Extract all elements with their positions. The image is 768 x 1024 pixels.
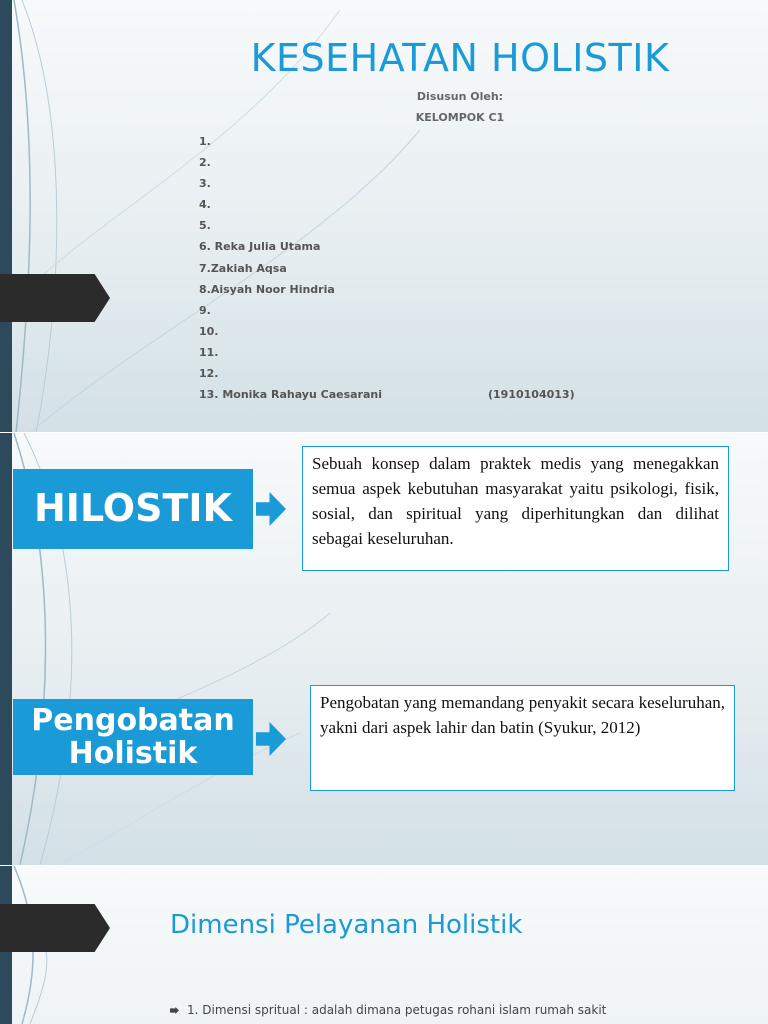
- prepared-by-label: Disusun Oleh:: [416, 90, 504, 103]
- member-item: 1.: [199, 135, 211, 148]
- member-item: 5.: [199, 219, 211, 233]
- member-item: 10.: [199, 324, 219, 338]
- member-item: 12.: [199, 367, 219, 381]
- member-item: 8.Aisyah Noor Hindria: [199, 282, 335, 296]
- member-item: 2.: [199, 156, 211, 170]
- slide-tab-marker: [0, 904, 110, 952]
- slide-definitions: [0, 433, 768, 865]
- slide-title-text: Dimensi Pelayanan Holistik: [170, 910, 523, 940]
- member-item: 13. Monika Rahayu Caesarani (1910104013): [199, 384, 382, 405]
- group-name: KELOMPOK C1: [415, 111, 505, 124]
- slide-dimensions: [0, 866, 768, 1024]
- definition-box-1: Sebuah konsep dalam praktek medis yang menegakkan semua aspek kebutuhan masyarakat yaitu psikologi, fisik, sosial, dan spiritual yang diperhitungkan dan dilihat sebagai keseluruhan.: [302, 446, 729, 571]
- slide-title: [0, 0, 768, 433]
- member-nim: (1910104013): [488, 388, 575, 402]
- term-line: Holistik: [68, 736, 198, 771]
- member-item: 11.: [199, 345, 219, 359]
- bullet-text: 1. Dimensi spritual : adalah dimana petugas rohani islam rumah sakit: [187, 1003, 607, 1017]
- term-line: Pengobatan: [31, 703, 235, 738]
- definition-box-2: Pengobatan yang memandang penyakit secara keseluruhan, yakni dari aspek lahir dan batin (Syukur, 2012): [310, 685, 735, 791]
- decorative-swoosh: [0, 866, 768, 1024]
- bullet-item: [170, 1003, 606, 1017]
- member-list: [199, 131, 575, 405]
- member-item: 6. Reka Julia Utama: [199, 240, 321, 254]
- term-pengobatan-holistik: [13, 699, 253, 775]
- bullet-arrow-icon: [170, 1007, 179, 1014]
- member-item: 3.: [199, 177, 211, 191]
- member-item: 9.: [199, 303, 211, 317]
- slide-tab-marker: [0, 274, 110, 322]
- member-item: 7.Zakiah Aqsa: [199, 261, 287, 275]
- term-hilostik: HILOSTIK: [13, 469, 253, 549]
- presentation-title: KESEHATAN HOLISTIK: [250, 36, 670, 80]
- member-item: 4.: [199, 198, 211, 212]
